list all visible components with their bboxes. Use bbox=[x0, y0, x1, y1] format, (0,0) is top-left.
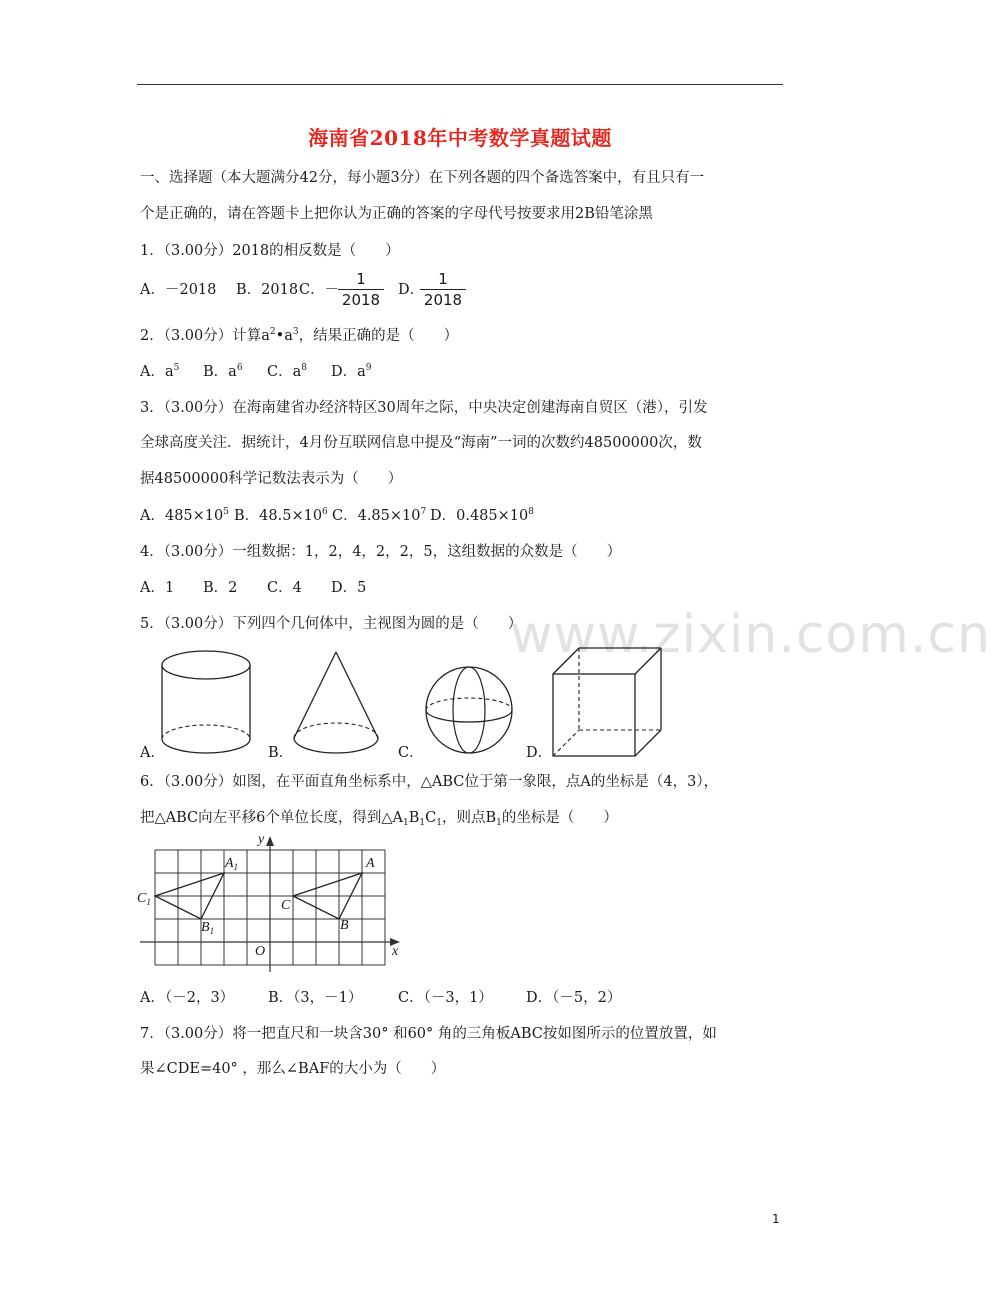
y-axis-label: y bbox=[258, 832, 265, 847]
cube-figure bbox=[551, 646, 663, 758]
q5-option-b-label: B． bbox=[268, 745, 294, 761]
q2-stem-part: •a bbox=[275, 328, 293, 344]
q3-option-a: A．$485\times 10^5$ bbox=[140, 507, 229, 524]
point-c-label: C bbox=[281, 898, 291, 913]
q5-option-a-label: A． bbox=[140, 745, 165, 761]
fraction-denominator: 2018 bbox=[341, 291, 381, 309]
q5-stem: 5．（3.00分）下列四个几何体中，主视图为圆的是（ ） bbox=[140, 616, 523, 632]
exponent: 3 bbox=[292, 327, 299, 337]
q6-line1: 6．（3.00分）如图，在平面直角坐标系中，△ABC位于第一象限，点A的坐标是（4，3）， bbox=[140, 774, 719, 790]
origin-label: O bbox=[255, 944, 266, 959]
q5-option-d-label: D． bbox=[526, 745, 553, 761]
page-number: 1 bbox=[772, 1212, 780, 1226]
cone-figure bbox=[290, 650, 386, 760]
point-b1-label: $B_1$ bbox=[201, 920, 215, 936]
q5-option-c-label: C． bbox=[398, 745, 424, 761]
q3-option-c: C．$4.85\times 10^7$ bbox=[332, 507, 427, 524]
q1-stem: 1．（3.00分）2018的相反数是（ ） bbox=[140, 243, 400, 259]
q3-option-d: D．$0.485\times 10^8$ bbox=[430, 507, 534, 524]
coordinate-grid-figure bbox=[138, 832, 408, 972]
fraction-numerator: 1 bbox=[420, 270, 466, 290]
q7-line1: 7．（3.00分）将一把直尺和一块含30° 和60° 角的三角板ABC按如图所示的位置放置，如 bbox=[140, 1026, 717, 1042]
q6-option-c: C．（－3，1） bbox=[398, 990, 493, 1006]
q2-stem-part: 2．（3.00分）计算a bbox=[140, 328, 270, 344]
q3-option-b: B．$48.5\times 10^6$ bbox=[234, 507, 328, 524]
point-c1-label: $C_1$ bbox=[137, 891, 151, 907]
fraction-numerator: 1 bbox=[338, 270, 384, 290]
section-instructions-line2: 个是正确的，请在答题卡上把你认为正确的答案的字母代号按要求用2B铅笔涂黑 bbox=[140, 206, 653, 222]
q1-option-b: B．2018 bbox=[236, 282, 299, 298]
q6-option-d: D．（－5，2） bbox=[526, 990, 622, 1006]
q4-stem: 4．（3.00分）一组数据：1，2，4，2，2，5，这组数据的众数是（ ） bbox=[140, 544, 622, 560]
q4-option-a: A．1 bbox=[140, 580, 175, 596]
q1-option-a: A．－2018 bbox=[140, 282, 217, 298]
q6-line2: 把△ABC向左平移6个单位长度，得到$\triangle A_1B_1C_1$，则点$B_1$的坐标是（ ） bbox=[140, 810, 618, 828]
q3-line1: 3．（3.00分）在海南建省办经济特区30周年之际，中央决定创建海南自贸区（港），引发 bbox=[140, 400, 708, 416]
q2-option-a: A．$a^5$ bbox=[140, 363, 180, 380]
fraction-denominator: 2018 bbox=[423, 291, 463, 309]
q2-stem bbox=[140, 326, 458, 346]
watermark: www.zixin.com.cn bbox=[510, 605, 991, 665]
q2-option-c: C．$a^8$ bbox=[267, 363, 307, 380]
q4-option-d: D．5 bbox=[331, 580, 367, 596]
cylinder-figure bbox=[160, 648, 256, 758]
q4-option-b: B．2 bbox=[203, 580, 238, 596]
top-rule bbox=[137, 84, 783, 85]
section-instructions-line1: 一、选择题（本大题满分42分，每小题3分）在下列各题的四个备选答案中，有且只有一 bbox=[140, 170, 705, 186]
q1-option-d-prefix: D． bbox=[398, 282, 425, 298]
q1-fraction-c bbox=[338, 270, 384, 309]
x-axis-label: x bbox=[392, 944, 399, 959]
page-title: 海南省2018年中考数学真题试题 bbox=[308, 126, 612, 150]
point-b-label: B bbox=[340, 918, 349, 933]
point-a-label: A bbox=[366, 856, 375, 871]
q6-option-b: B．（3，－1） bbox=[268, 990, 363, 1006]
q2-option-d: D．$a^9$ bbox=[331, 363, 372, 380]
q2-stem-part: ，结果正确的是（ ） bbox=[298, 328, 459, 344]
q7-line2: 果∠CDE=40° ，那么∠BAF的大小为（ ） bbox=[140, 1061, 446, 1077]
sphere-figure bbox=[424, 665, 516, 757]
q4-option-c: C．4 bbox=[267, 580, 302, 596]
exponent: 2 bbox=[269, 327, 276, 337]
q1-option-c-prefix: C．－ bbox=[299, 282, 340, 298]
q1-fraction-d bbox=[420, 270, 466, 309]
point-a1-label: $A_1$ bbox=[225, 856, 239, 872]
q3-line2: 全球高度关注．据统计，4月份互联网信息中提及“海南”一词的次数约48500000次，数 bbox=[140, 435, 702, 451]
q3-line3: 据48500000科学记数法表示为（ ） bbox=[140, 471, 403, 487]
q2-option-b: B．$a^6$ bbox=[203, 363, 243, 380]
q6-option-a: A．（－2，3） bbox=[140, 990, 235, 1006]
